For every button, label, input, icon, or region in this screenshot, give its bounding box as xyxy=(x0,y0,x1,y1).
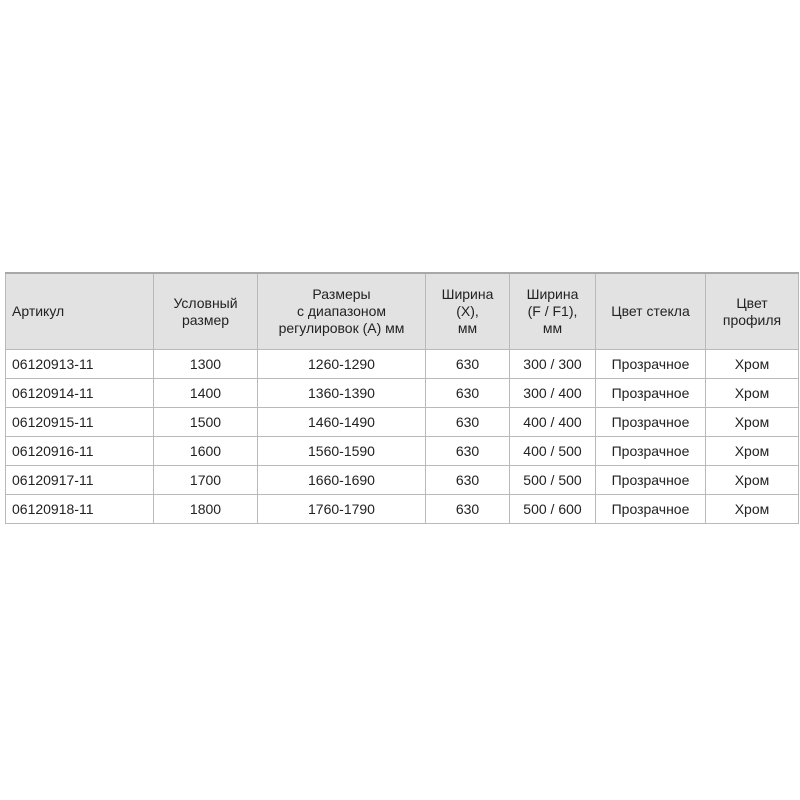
header-adjustment-range: Размеры с диапазоном регулировок (А) мм xyxy=(258,273,426,350)
cell-profile-color: Хром xyxy=(706,466,799,495)
spec-table xyxy=(5,272,799,524)
cell-profile-color: Хром xyxy=(706,408,799,437)
cell-nominal-size: 1800 xyxy=(154,495,258,524)
cell-glass-color: Прозрачное xyxy=(596,408,706,437)
cell-adjustment-range: 1660-1690 xyxy=(258,466,426,495)
header-row xyxy=(6,273,799,350)
cell-width-f: 300 / 400 xyxy=(510,379,596,408)
cell-width-x: 630 xyxy=(426,350,510,379)
cell-article: 06120915-11 xyxy=(6,408,154,437)
header-article: Артикул xyxy=(6,273,154,350)
cell-width-f: 300 / 300 xyxy=(510,350,596,379)
cell-article: 06120918-11 xyxy=(6,495,154,524)
cell-width-f: 500 / 600 xyxy=(510,495,596,524)
cell-width-x: 630 xyxy=(426,379,510,408)
cell-adjustment-range: 1360-1390 xyxy=(258,379,426,408)
table-row xyxy=(6,379,799,408)
cell-adjustment-range: 1560-1590 xyxy=(258,437,426,466)
header-glass-color: Цвет стекла xyxy=(596,273,706,350)
table-row xyxy=(6,466,799,495)
cell-nominal-size: 1300 xyxy=(154,350,258,379)
cell-nominal-size: 1700 xyxy=(154,466,258,495)
cell-width-x: 630 xyxy=(426,437,510,466)
cell-nominal-size: 1500 xyxy=(154,408,258,437)
cell-article: 06120916-11 xyxy=(6,437,154,466)
cell-width-x: 630 xyxy=(426,408,510,437)
header-width-x: Ширина (X), мм xyxy=(426,273,510,350)
cell-glass-color: Прозрачное xyxy=(596,350,706,379)
cell-glass-color: Прозрачное xyxy=(596,466,706,495)
cell-width-x: 630 xyxy=(426,495,510,524)
cell-width-f: 400 / 500 xyxy=(510,437,596,466)
cell-article: 06120913-11 xyxy=(6,350,154,379)
cell-adjustment-range: 1760-1790 xyxy=(258,495,426,524)
cell-profile-color: Хром xyxy=(706,495,799,524)
cell-width-f: 400 / 400 xyxy=(510,408,596,437)
cell-glass-color: Прозрачное xyxy=(596,437,706,466)
cell-profile-color: Хром xyxy=(706,379,799,408)
cell-nominal-size: 1400 xyxy=(154,379,258,408)
cell-width-f: 500 / 500 xyxy=(510,466,596,495)
cell-adjustment-range: 1260-1290 xyxy=(258,350,426,379)
cell-article: 06120914-11 xyxy=(6,379,154,408)
cell-article: 06120917-11 xyxy=(6,466,154,495)
table-row xyxy=(6,437,799,466)
table-row xyxy=(6,350,799,379)
table-row xyxy=(6,495,799,524)
cell-nominal-size: 1600 xyxy=(154,437,258,466)
cell-profile-color: Хром xyxy=(706,437,799,466)
cell-width-x: 630 xyxy=(426,466,510,495)
table-row xyxy=(6,408,799,437)
header-width-f: Ширина (F / F1), мм xyxy=(510,273,596,350)
cell-glass-color: Прозрачное xyxy=(596,495,706,524)
header-nominal-size: Условный размер xyxy=(154,273,258,350)
cell-glass-color: Прозрачное xyxy=(596,379,706,408)
cell-profile-color: Хром xyxy=(706,350,799,379)
header-profile-color: Цвет профиля xyxy=(706,273,799,350)
cell-adjustment-range: 1460-1490 xyxy=(258,408,426,437)
